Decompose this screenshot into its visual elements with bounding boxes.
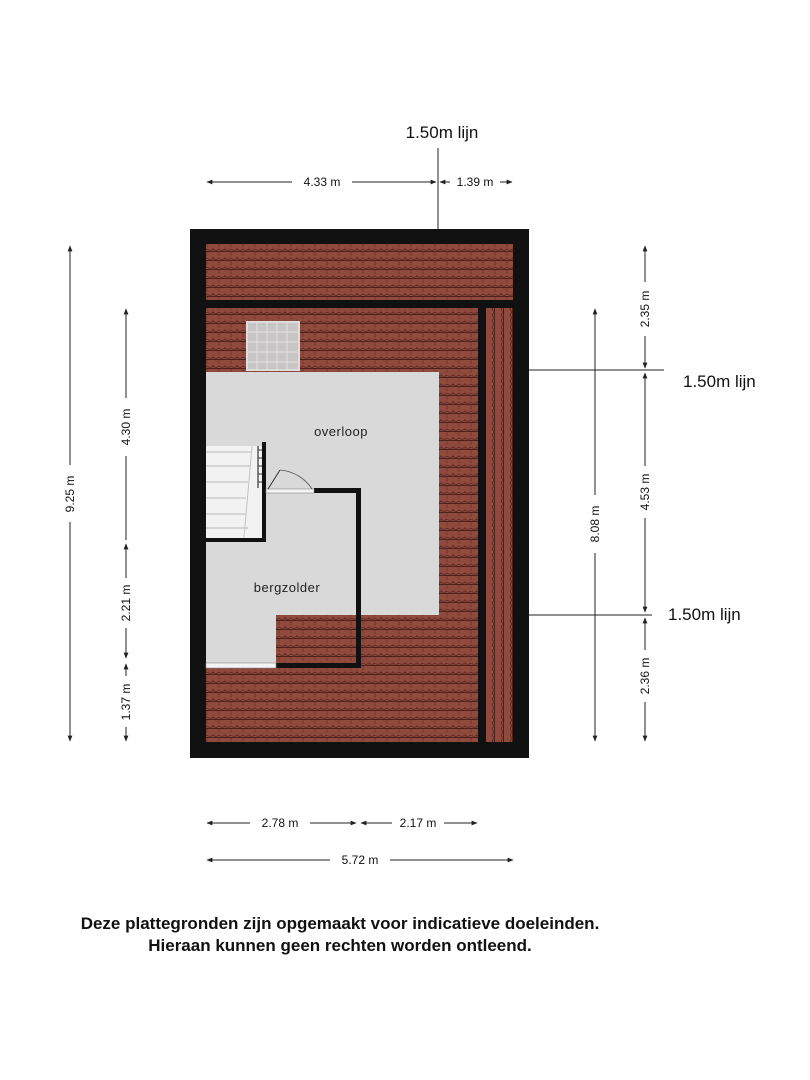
lijn-label-right-lower: 1.50m lijn [668,605,741,624]
bottom-dimensions [207,816,513,867]
dim-right-bottom: 2.36 m [638,657,652,695]
staircase [206,446,264,538]
right-inner-wall [478,308,486,742]
dim-bottom-right: 2.17 m [399,816,437,830]
dim-bottom-total: 5.72 m [341,853,379,867]
lijn-label-right-upper: 1.50m lijn [683,372,756,391]
lijn-label-top: 1.50m lijn [405,123,479,142]
building [190,229,529,758]
disclaimer-line-2: Hieraan kunnen geen rechten worden ontleend. [148,936,532,955]
top-dimensions [207,123,512,229]
disclaimer-line-1: Deze plattegronden zijn opgemaakt voor indicatieve doeleinden. [80,914,600,933]
left-dimensions [63,246,133,741]
room-label-bergzolder: bergzolder [253,580,321,595]
dim-right-middle: 4.53 m [638,473,652,511]
dim-left-lower: 1.37 m [119,683,133,721]
dim-right-inner: 8.08 m [588,505,602,543]
ridge-wall [206,300,513,308]
right-dimensions [529,246,756,741]
disclaimer [0,913,680,957]
skylight [247,322,299,370]
roof-right-strip [486,308,513,742]
bottom-opening [206,663,276,668]
dim-bottom-left: 2.78 m [261,816,299,830]
dim-left-total: 9.25 m [63,475,77,513]
dim-left-middle: 2.21 m [119,584,133,622]
dim-top-left: 4.33 m [303,175,341,189]
dim-top-right: 1.39 m [456,175,494,189]
dim-left-upper: 4.30 m [119,408,133,446]
dim-right-top: 2.35 m [638,290,652,328]
room-label-overloop: overloop [314,424,368,439]
roof-top-band [206,244,513,300]
